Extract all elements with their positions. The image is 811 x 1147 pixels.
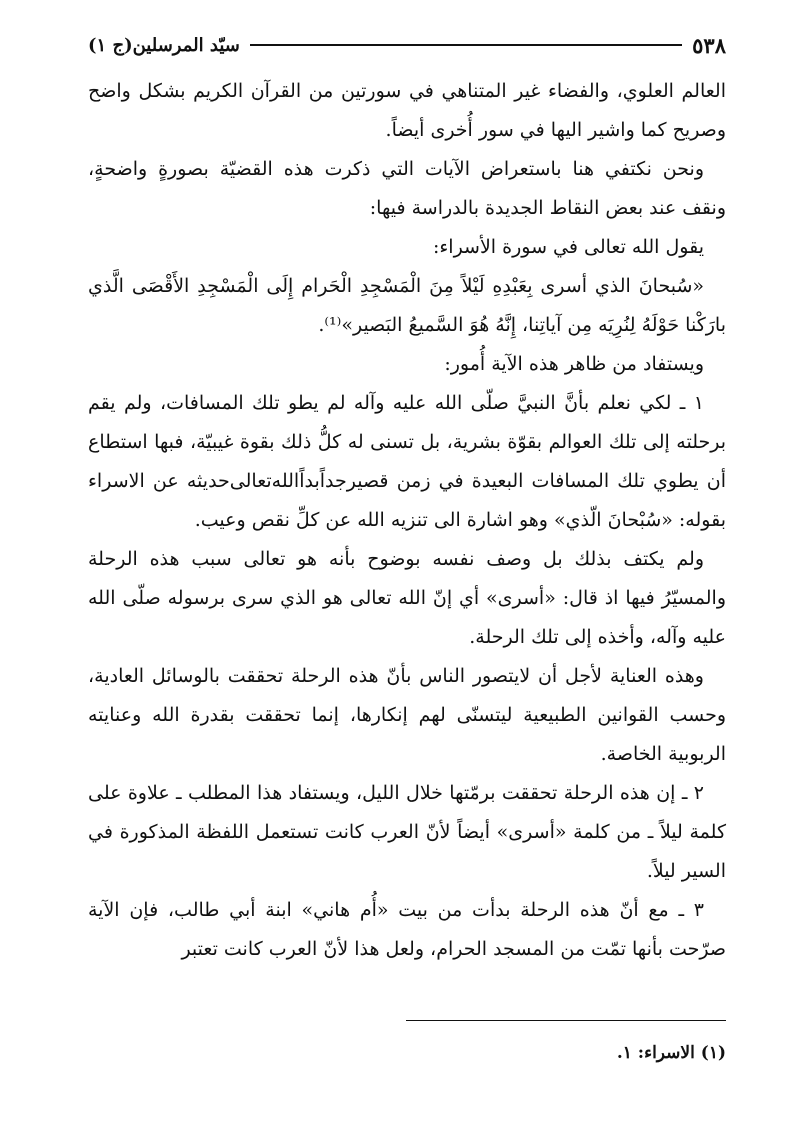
- body-paragraph: ٢ ـ إن هذه الرحلة تحققت برمّتها خلال الليل، ويستفاد هذا المطلب ـ علاوة على كلمة ليلاً ـ من كلمة «أسرى» أيضاً لأنّ العرب كانت تستعمل اللفظة المذكورة في السير ليلاً.: [88, 782, 726, 882]
- body-paragraph: العالم العلوي، والفضاء غير المتناهي في سورتين من القرآن الكريم بشكل واضح وصريح كما واشير اليها في سور أُخرى أيضاً.: [88, 80, 726, 141]
- body-paragraph: ونحن نكتفي هنا باستعراض الآيات التي ذكرت هذه القضيّة بصورةٍ واضحةٍ، ونقف عند بعض النقاط الجديدة بالدراسة فيها:: [88, 158, 726, 219]
- body-paragraph: يقول الله تعالى في سورة الأسراء:: [432, 236, 704, 258]
- body-text: [88, 72, 726, 969]
- page-number: ٥٣٨: [692, 32, 726, 58]
- quran-verse-paragraph: «سُبحانَ الذي أسرى بِعَبْدِهِ لَيْلاً مِنَ الْمَسْجِدِ الْحَرام إِلَى الْمَسْجِدِ الأَقْصَى الَّذي بارَكْنا حَوْلَهُ لِنُرِيَه مِن آياتِنا، إِنَّهُ هُوَ السَّميعُ البَصير»⁽¹⁾.: [88, 275, 726, 336]
- running-header: [88, 30, 726, 60]
- book-title: سيّد المرسلين(ج ١): [88, 34, 240, 56]
- body-paragraph: وهذه العناية لأجل أن لايتصور الناس بأنّ هذه الرحلة تحققت بالوسائل العادية، وحسب القوانين الطبيعية ليتسنّى لهم إنكارها، إنما تحققت بقدرة الله وعنايته الربوبية الخاصة.: [88, 665, 726, 765]
- header-rule: [250, 44, 682, 46]
- body-paragraph: ولم يكتف بذلك بل وصف نفسه بوضوح بأنه هو تعالى سبب هذه الرحلة والمسيّرُ فيها اذ قال: «أسرى» أي إنّ الله تعالى هو الذي سرى برسوله صلّى الله عليه وآله، وأخذه إلى تلك الرحلة.: [88, 548, 726, 648]
- body-paragraph: ويستفاد من ظاهر هذه الآية أُمور:: [444, 353, 704, 375]
- body-paragraph: ١ ـ لكي نعلم بأنَّ النبيَّ صلّى الله عليه وآله لم يطو تلك المسافات، ولم يقم برحلته إلى تلك العوالم بقوّة بشرية، بل تسنى له كلُّ ذلك بقوة غيبيّة، فبها استطاع أن يطوي تلك المسافات البعيدة في زمن قصيرجداًبداًالله‌تعالى‌حديثه عن الاسراء بقوله: «سُبْحانَ الّذي» وهو اشارة الى تنزيه الله عن كلِّ نقص وعيب.: [88, 392, 726, 531]
- footnote-rule: [406, 1020, 726, 1021]
- footnote: (١) الاسراء: ١.: [616, 1043, 726, 1063]
- body-paragraph: ٣ ـ مع أنّ هذه الرحلة بدأت من بيت «أُم هاني» ابنة أبي طالب، فإن الآية صرّحت بأنها تمّت من المسجد الحرام، ولعل هذا لأنّ العرب كانت تعتبر: [88, 899, 726, 960]
